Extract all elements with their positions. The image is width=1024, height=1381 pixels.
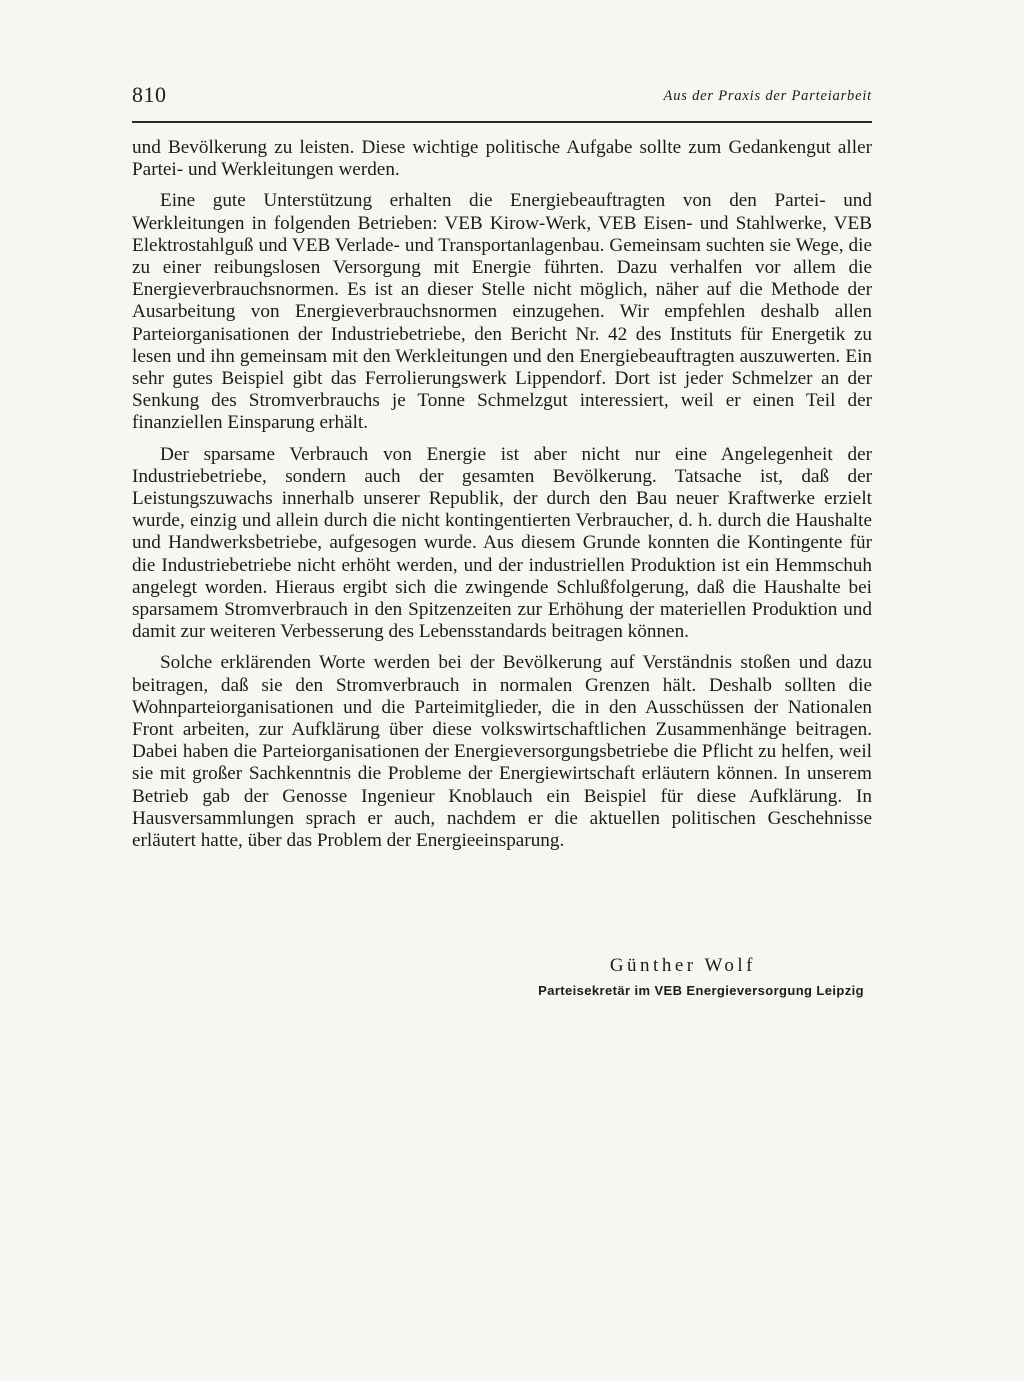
- author-name: Günther Wolf: [609, 955, 756, 976]
- header-rule: [132, 121, 872, 123]
- paragraph-continuation: und Bevölkerung zu leisten. Diese wichtige politische Aufgabe sollte zum Gedankengut aller Partei- und Werkleitungen werden.: [132, 137, 872, 181]
- page-number: 810: [132, 82, 167, 107]
- signature-block: [132, 955, 872, 998]
- page-header: [132, 82, 872, 122]
- paragraph-energy-commissioners: Eine gute Unterstützung erhalten die Energiebeauftragten von den Partei- und Werkleitungen in folgenden Betrieben: VEB Kirow-Werk, VEB Eisen- und Stahlwerke, VEB Elektrostahlguß und VEB Verlade- und Transportanlagenbau. Gemeinsam suchten sie Wege, die zu einer reibungslosen Versorgung mit Energie führten. Dazu verhalfen vor allem die Energieverbrauchsnormen. Es ist an dieser Stelle nicht möglich, näher auf die Methode der Ausarbeitung von Energieverbrauchsnormen einzugehen. Wir empfehlen deshalb allen Parteiorganisationen der Industriebetriebe, den Bericht Nr. 42 des Instituts für Energetik zu lesen und ihn gemeinsam mit den Werkleitungen und den Energiebeauftragten auszuwerten. Ein sehr gutes Beispiel gibt das Ferrolierungswerk Lippendorf. Dort ist jeder Schmelzer an der Senkung des Stromverbrauchs je Tonne Schmelzgut interessiert, weil er einen Teil der finanziellen Einsparung erhält.: [132, 190, 872, 434]
- paragraph-explanation: Solche erklärenden Worte werden bei der Bevölkerung auf Verständnis stoßen und dazu beitragen, daß sie den Stromverbrauch in normalen Grenzen hält. Deshalb sollten die Wohnparteiorganisationen und die Parteimitglieder, die in den Ausschüssen der Nationalen Front arbeiten, zur Aufklärung über diese volkswirtschaftlichen Zusammenhänge beitragen. Dabei haben die Parteiorganisationen der Energieversorgungsbetriebe die Pflicht zu helfen, weil sie mit großer Sachkenntnis die Probleme der Energiewirtschaft erläutern können. In unserem Betrieb gab der Genosse Ingenieur Knoblauch ein Beispiel für diese Aufklärung. In Hausversammlungen sprach er auch, nachdem er die aktuellen politischen Geschehnisse erläutert hatte, über das Problem der Energieeinsparung.: [132, 652, 872, 852]
- article-body: [132, 137, 872, 852]
- paragraph-population-consumption: Der sparsame Verbrauch von Energie ist aber nicht nur eine Angelegenheit der Industriebetriebe, sondern auch der gesamten Bevölkerung. Tatsache ist, daß der Leistungszuwachs innerhalb unserer Republik, der durch den Bau neuer Kraftwerke erzielt wurde, einzig und allein durch die nicht kontingentierten Verbraucher, d. h. durch die Haushalte und Handwerksbetriebe, aufgesogen wurde. Aus diesem Grunde konnten die Kontingente für die Industriebetriebe nicht erhöht werden, und der industriellen Produktion ist ein Hemmschuh angelegt worden. Hieraus ergibt sich die zwingende Schlußfolgerung, daß die Haushalte bei sparsamem Stromverbrauch in den Spitzenzeiten zur Erhöhung der materiellen Produktion und damit zur weiteren Verbesserung des Lebensstandards beitragen können.: [132, 443, 872, 643]
- author-role: Parteisekretär im VEB Energieversorgung Leipzig: [538, 983, 864, 998]
- running-title: Aus der Praxis der Parteiarbeit: [663, 88, 872, 104]
